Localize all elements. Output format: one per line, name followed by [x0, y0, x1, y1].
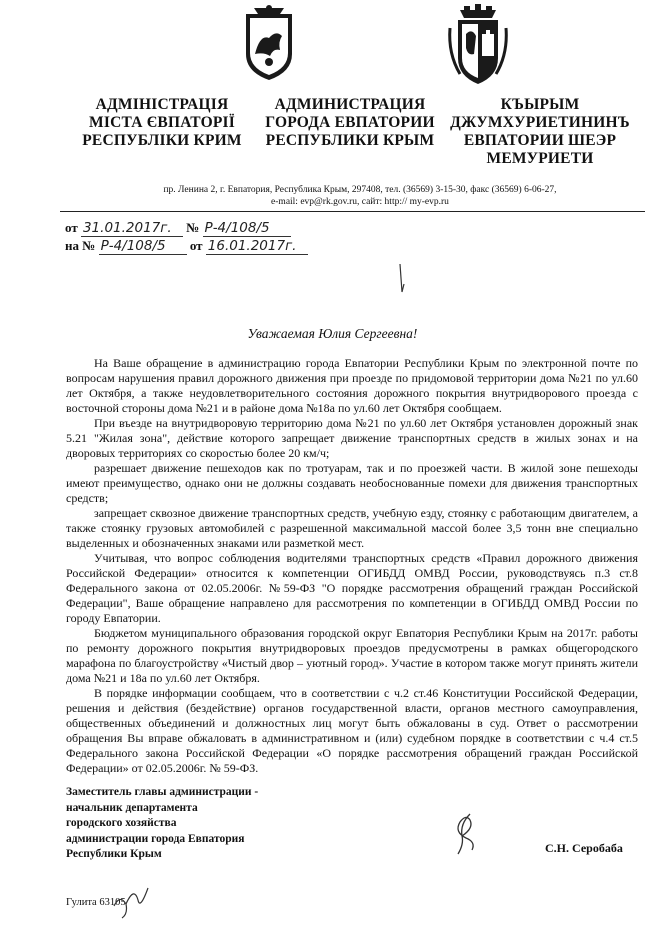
header-crimean-tatar — [440, 96, 640, 168]
signatory-name: С.Н. Серобаба — [545, 841, 623, 855]
header-ct-line: МЕМУРИЕТИ — [486, 150, 594, 167]
header-ua-line: РЕСПУБЛІКИ КРИМ — [82, 132, 242, 149]
reply-from-label: от — [189, 238, 203, 253]
handwritten-signature-icon — [440, 810, 490, 860]
body-paragraph: Учитывая, что вопрос соблюдения водителями транспортных средств «Правил дорожного движения Российской Федерации» относится к компетенции ОГИБДД ОМВД России, руководствуясь п.3 ст.8 Федерального закона от 02.05.2006г. №59-ФЗ "О порядке рассмотрения обращений граждан Российской Федерации", Ваше обращение направлено для рассмотрения по компетенции в ОГИБДД ОМВД России по городу Евпатории. — [66, 551, 638, 625]
header-ru-line: АДМИНИСТРАЦИЯ — [274, 96, 426, 113]
executor-info: Гулита 63105 — [66, 897, 126, 908]
letter-body — [66, 356, 638, 776]
incoming-reference — [65, 238, 308, 255]
outgoing-date: 31.01.2017г. — [81, 220, 183, 237]
header-ct-line: ЕВПАТОРИИ ШЕЭР — [463, 132, 617, 149]
outgoing-reference — [65, 220, 291, 237]
number-label: № — [186, 220, 200, 235]
from-label: от — [65, 220, 78, 235]
header-ua-line: МІСТА ЄВПАТОРІЇ — [89, 114, 235, 131]
check-mark-icon — [398, 262, 406, 294]
crimea-coat-of-arms-icon — [240, 4, 298, 82]
body-paragraph: На Ваше обращение в администрацию города Евпатории Республики Крым по электронной почте по вопросам нарушения правил дорожного движения при проезде по придомовой территории дома №21 по ул.60 лет Октября, а также неудовлетворительного состояния дорожного покрытия внутридворового проезда с восточной стороны дома №21 и в районе дома №18а по ул.60 лет Октября сообщаем. — [66, 356, 638, 415]
body-paragraph: разрешает движение пешеходов как по тротуарам, так и по проезжей части. В жилой зоне пешеходы имеют преимущество, однако они не должны создавать необоснованные помехи для движения транспортных средств; — [66, 461, 638, 505]
header-ru-line: ГОРОДА ЕВПАТОРИИ — [265, 114, 435, 131]
header-ukrainian — [62, 96, 262, 150]
evpatoria-coat-of-arms-icon — [446, 4, 510, 86]
position-line: Заместитель главы администрации - — [66, 786, 259, 798]
header-ua-line: АДМІНІСТРАЦІЯ — [95, 96, 229, 113]
position-line: администрации города Евпатория — [66, 832, 245, 845]
body-paragraph: Бюджетом муниципального образования городской округ Евпатория Республики Крым на 2017г. работы по ремонту дорожного покрытия внутридворовых проездов предусмотрены в рамках общегородского марафона по благоустройству «Чистый двор – уютный город». Участие в котором также могут принять жители дома №21 и 18а по ул.60 лет Октября. — [66, 626, 638, 685]
executor-initials-icon — [108, 880, 154, 922]
contact-line: e-mail: evp@rk.gov.ru, сайт: http:// my-evp.ru — [271, 197, 449, 207]
reply-date: 16.01.2017г. — [206, 238, 308, 255]
header-ct-line: КЪЫРЫМ — [500, 96, 580, 113]
header-divider — [60, 211, 645, 212]
header-russian — [255, 96, 445, 150]
body-paragraph: В порядке информации сообщаем, что в соответствии с ч.2 ст.46 Конституции Российской Федерации, решения и действия (бездействие) органов государственной власти, органов местного самоуправления, общественных объединений и должностных лиц могут быть обжалованы в суд. Ответ о рассмотрении обращения Вы вправе обжаловать в административном и (или) судебном порядке в соответствии с ч.4 ст.5 Федерального закона Российской Федерации «О порядке рассмотрения обращений граждан Российской Федерации» от 02.05.2006г. № 59-ФЗ. — [66, 686, 638, 775]
signatory-position — [66, 785, 258, 863]
reply-label: на № — [65, 238, 96, 253]
address-line: пр. Ленина 2, г. Евпатория, Республика Крым, 297408, тел. (36569) 3-15-30, факс (36569) 6-06-27, — [163, 185, 557, 195]
salutation: Уважаемая Юлия Сергеевна! — [247, 326, 418, 341]
body-paragraph: При въезде на внутридворовую территорию дома №21 по ул.60 лет Октября установлен дорожный знак 5.21 "Жилая зона", действие которого запрещает движение транспортных средств в жилых зонах и на дворовых территориях со скоростью более 20 км/ч; — [66, 416, 638, 460]
body-paragraph: запрещает сквозное движение транспортных средств, учебную езду, стоянку с работающим двигателем, а также стоянку грузовых автомобилей с разрешенной максимальной массой более 3,5 тонн вне специально выделенных и обозначенных знаками или разметкой мест. — [66, 506, 638, 550]
position-line: городского хозяйства — [66, 817, 177, 829]
header-ru-line: РЕСПУБЛИКИ КРЫМ — [265, 132, 435, 149]
header-ct-line: ДЖУМХУРИЕТИНИНЪ — [450, 114, 630, 131]
reply-number: Р-4/108/5 — [99, 238, 187, 255]
position-line: Республики Крым — [66, 848, 162, 860]
outgoing-number: Р-4/108/5 — [203, 220, 291, 237]
position-line: начальник департамента — [66, 801, 198, 814]
